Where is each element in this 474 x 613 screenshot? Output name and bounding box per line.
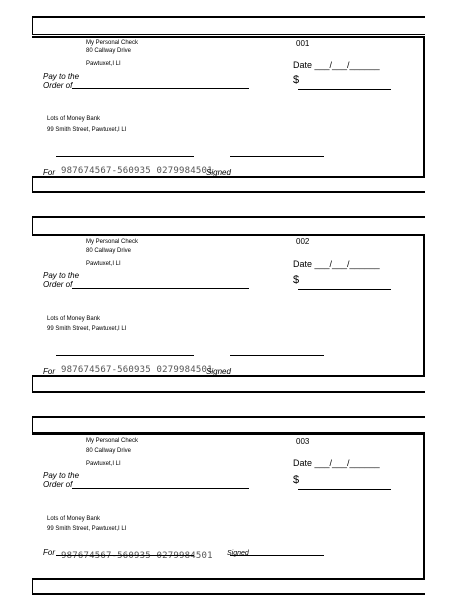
- signature-field[interactable]: [230, 555, 324, 556]
- dollar-sign: $: [293, 474, 300, 486]
- check-number: 002: [296, 237, 310, 246]
- memo-field[interactable]: [56, 355, 194, 356]
- payer-name: My Personal Check: [86, 239, 139, 245]
- bank-name: Lots of Money Bank: [47, 116, 101, 122]
- for-label: For: [43, 367, 55, 376]
- check-box-bottom: [32, 578, 425, 580]
- check-bottom-rule: [32, 391, 425, 393]
- date-field[interactable]: Date ___/___/______: [293, 259, 380, 269]
- bank-address: 99 Smith Street, Pawtuxet,I LI: [47, 526, 127, 532]
- for-label: For: [43, 168, 55, 177]
- payee-field[interactable]: [72, 488, 249, 489]
- check-bottom-stub: [32, 176, 33, 191]
- check-top-stub: [32, 216, 33, 234]
- payer-street: 80 Callway Drive: [86, 248, 132, 254]
- check-top-rule: [32, 16, 425, 18]
- payer-city: Pawtuxet,I LI: [86, 61, 121, 67]
- signature-field[interactable]: [230, 156, 324, 157]
- check-box-right: [423, 36, 425, 176]
- pay-to-label: Pay to the: [43, 471, 80, 480]
- signed-label: Signed: [227, 550, 249, 557]
- payer-name: My Personal Check: [86, 438, 139, 444]
- payer-city: Pawtuxet,I LI: [86, 261, 121, 267]
- check-1: [32, 16, 425, 206]
- micr-line: 987674567-560935 0279984501: [61, 551, 213, 561]
- payee-field[interactable]: [72, 88, 249, 89]
- order-of-label: Order of: [43, 480, 73, 489]
- check-box-top: [32, 433, 425, 435]
- micr-line: 987674567-560935 0279984501: [61, 365, 213, 375]
- check-box-right: [423, 234, 425, 375]
- check-header-rule: [32, 34, 425, 35]
- pay-to-label: Pay to the: [43, 72, 80, 81]
- check-number: 003: [296, 437, 310, 446]
- check-box-right: [423, 433, 425, 579]
- date-field[interactable]: Date ___/___/______: [293, 60, 380, 70]
- bank-name: Lots of Money Bank: [47, 516, 101, 522]
- payee-field[interactable]: [72, 288, 249, 289]
- bank-address: 99 Smith Street, Pawtuxet,I LI: [47, 127, 127, 133]
- payer-city: Pawtuxet,I LI: [86, 461, 121, 467]
- dollar-sign: $: [293, 74, 300, 86]
- date-field[interactable]: Date ___/___/______: [293, 458, 380, 468]
- amount-field[interactable]: [298, 489, 391, 490]
- amount-field[interactable]: [298, 289, 391, 290]
- for-label: For: [43, 548, 55, 557]
- dollar-sign: $: [293, 274, 300, 286]
- signed-label: Signed: [206, 367, 231, 376]
- signature-field[interactable]: [230, 355, 324, 356]
- check-bottom-stub: [32, 375, 33, 391]
- payer-street: 80 Callway Drive: [86, 48, 132, 54]
- check-number: 001: [296, 39, 310, 48]
- check-bottom-stub: [32, 578, 33, 593]
- check-box-top: [32, 36, 425, 38]
- amount-field[interactable]: [298, 89, 391, 90]
- signed-label: Signed: [206, 168, 231, 177]
- check-top-stub: [32, 16, 33, 34]
- check-3: [32, 416, 425, 606]
- order-of-label: Order of: [43, 280, 73, 289]
- check-2: [32, 216, 425, 406]
- memo-field[interactable]: [56, 555, 194, 556]
- bank-name: Lots of Money Bank: [47, 316, 101, 322]
- check-top-rule: [32, 416, 425, 418]
- check-box-top: [32, 234, 425, 236]
- pay-to-label: Pay to the: [43, 271, 80, 280]
- bank-address: 99 Smith Street, Pawtuxet,I LI: [47, 326, 127, 332]
- payer-street: 80 Callway Drive: [86, 448, 132, 454]
- check-bottom-rule: [32, 191, 425, 193]
- order-of-label: Order of: [43, 81, 73, 90]
- payer-name: My Personal Check: [86, 40, 139, 46]
- memo-field[interactable]: [56, 156, 194, 157]
- micr-line: 987674567-560935 0279984501: [61, 166, 213, 176]
- check-top-rule: [32, 216, 425, 218]
- check-bottom-rule: [32, 593, 425, 595]
